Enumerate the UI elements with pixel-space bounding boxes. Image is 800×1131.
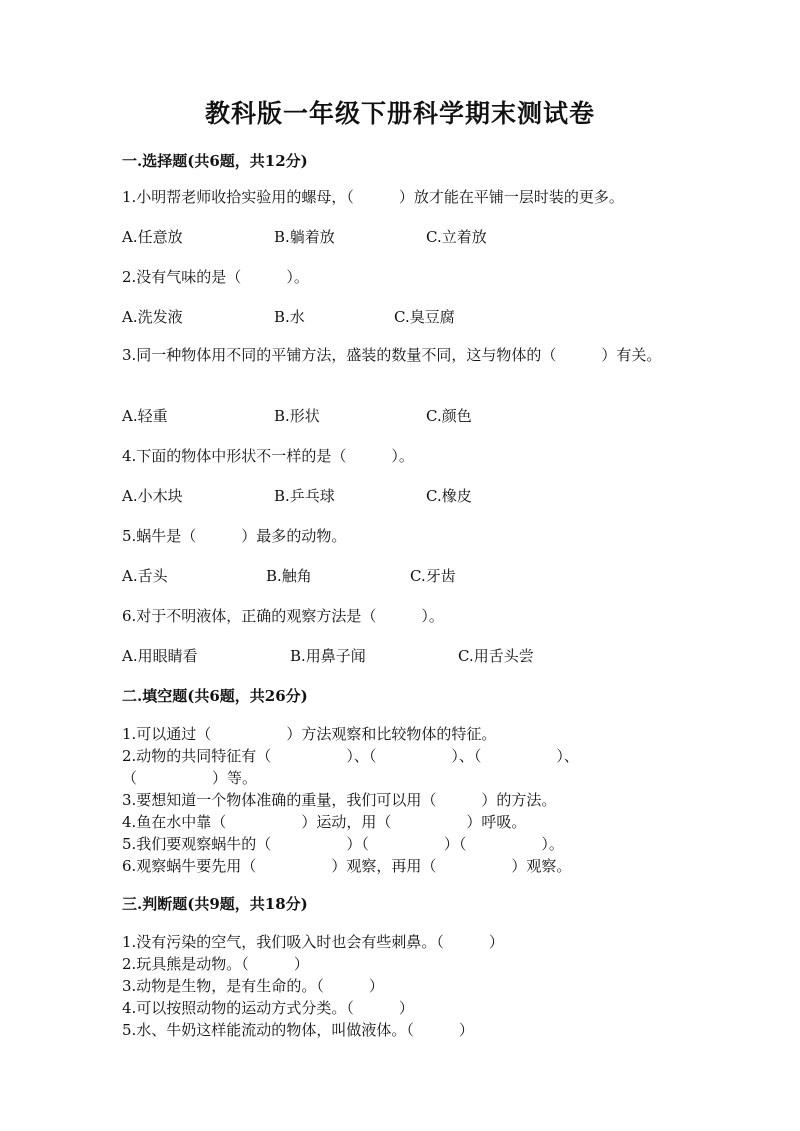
option-c: C.立着放 — [426, 228, 487, 246]
option-c: C.牙齿 — [410, 567, 456, 585]
option-c: C.用舌头尝 — [458, 647, 534, 665]
option-c: C.臭豆腐 — [394, 308, 455, 326]
option-a: A.轻重 — [122, 407, 168, 425]
section-heading-choice: 一.选择题(共6题，共12分) — [122, 152, 308, 170]
judge-line: 5.水、牛奶这样能流动的物体，叫做液体。（ ） — [122, 1021, 474, 1039]
judge-line: 3.动物是生物，是有生命的。（ ） — [122, 977, 384, 995]
option-c: C.颜色 — [426, 407, 472, 425]
fill-line: 5.我们要观察蜗牛的（ ）（ ）（ ）。 — [122, 835, 564, 853]
question-stem: 2.没有气味的是（ ）。 — [122, 268, 309, 286]
option-c: C.橡皮 — [426, 487, 472, 505]
option-row — [122, 565, 682, 587]
option-b: B.水 — [274, 308, 305, 326]
option-b: B.用鼻子闻 — [290, 647, 366, 665]
option-row — [122, 485, 682, 507]
option-a: A.用眼睛看 — [122, 647, 198, 665]
option-a: A.小木块 — [122, 487, 183, 505]
question-stem: 1.小明帮老师收拾实验用的螺母，（ ）放才能在平铺一层时装的更多。 — [122, 188, 624, 206]
option-row — [122, 405, 682, 427]
question-stem: 3.同一种物体用不同的平铺方法，盛装的数量不同，这与物体的（ ）有关。 — [122, 346, 662, 364]
option-row — [122, 306, 682, 328]
page-title: 教科版一年级下册科学期末测试卷 — [204, 99, 595, 128]
option-row — [122, 226, 682, 248]
judge-line: 1.没有污染的空气，我们吸入时也会有些刺鼻。（ ） — [122, 933, 504, 951]
fill-line: 2.动物的共同特征有（ ）、（ ）、（ ）、 — [122, 747, 579, 765]
option-a: A.任意放 — [122, 228, 183, 246]
fill-line: 1.可以通过（ ）方法观察和比较物体的特征。 — [122, 725, 497, 743]
option-a: A.洗发液 — [122, 308, 183, 326]
option-b: B.乒乓球 — [274, 487, 335, 505]
fill-line: （ ）等。 — [122, 769, 258, 787]
judge-line: 2.玩具熊是动物。（ ） — [122, 955, 309, 973]
option-b: B.躺着放 — [274, 228, 335, 246]
question-stem: 5.蜗牛是（ ）最多的动物。 — [122, 527, 347, 545]
option-b: B.形状 — [274, 407, 320, 425]
section-heading-fill: 二.填空题(共6题，共26分) — [122, 687, 308, 705]
fill-line: 4.鱼在水中靠（ ）运动，用（ ）呼吸。 — [122, 813, 527, 831]
option-b: B.触角 — [266, 567, 312, 585]
option-a: A.舌头 — [122, 567, 168, 585]
option-row — [122, 645, 682, 667]
question-stem: 6.对于不明液体，正确的观察方法是（ ）。 — [122, 607, 444, 625]
judge-line: 4.可以按照动物的运动方式分类。（ ） — [122, 999, 414, 1017]
fill-line: 6.观察蜗牛要先用（ ）观察，再用（ ）观察。 — [122, 857, 572, 875]
question-stem: 4.下面的物体中形状不一样的是（ ）。 — [122, 447, 414, 465]
section-heading-judge: 三.判断题(共9题，共18分) — [122, 895, 308, 913]
fill-line: 3.要想知道一个物体准确的重量，我们可以用（ ）的方法。 — [122, 791, 557, 809]
